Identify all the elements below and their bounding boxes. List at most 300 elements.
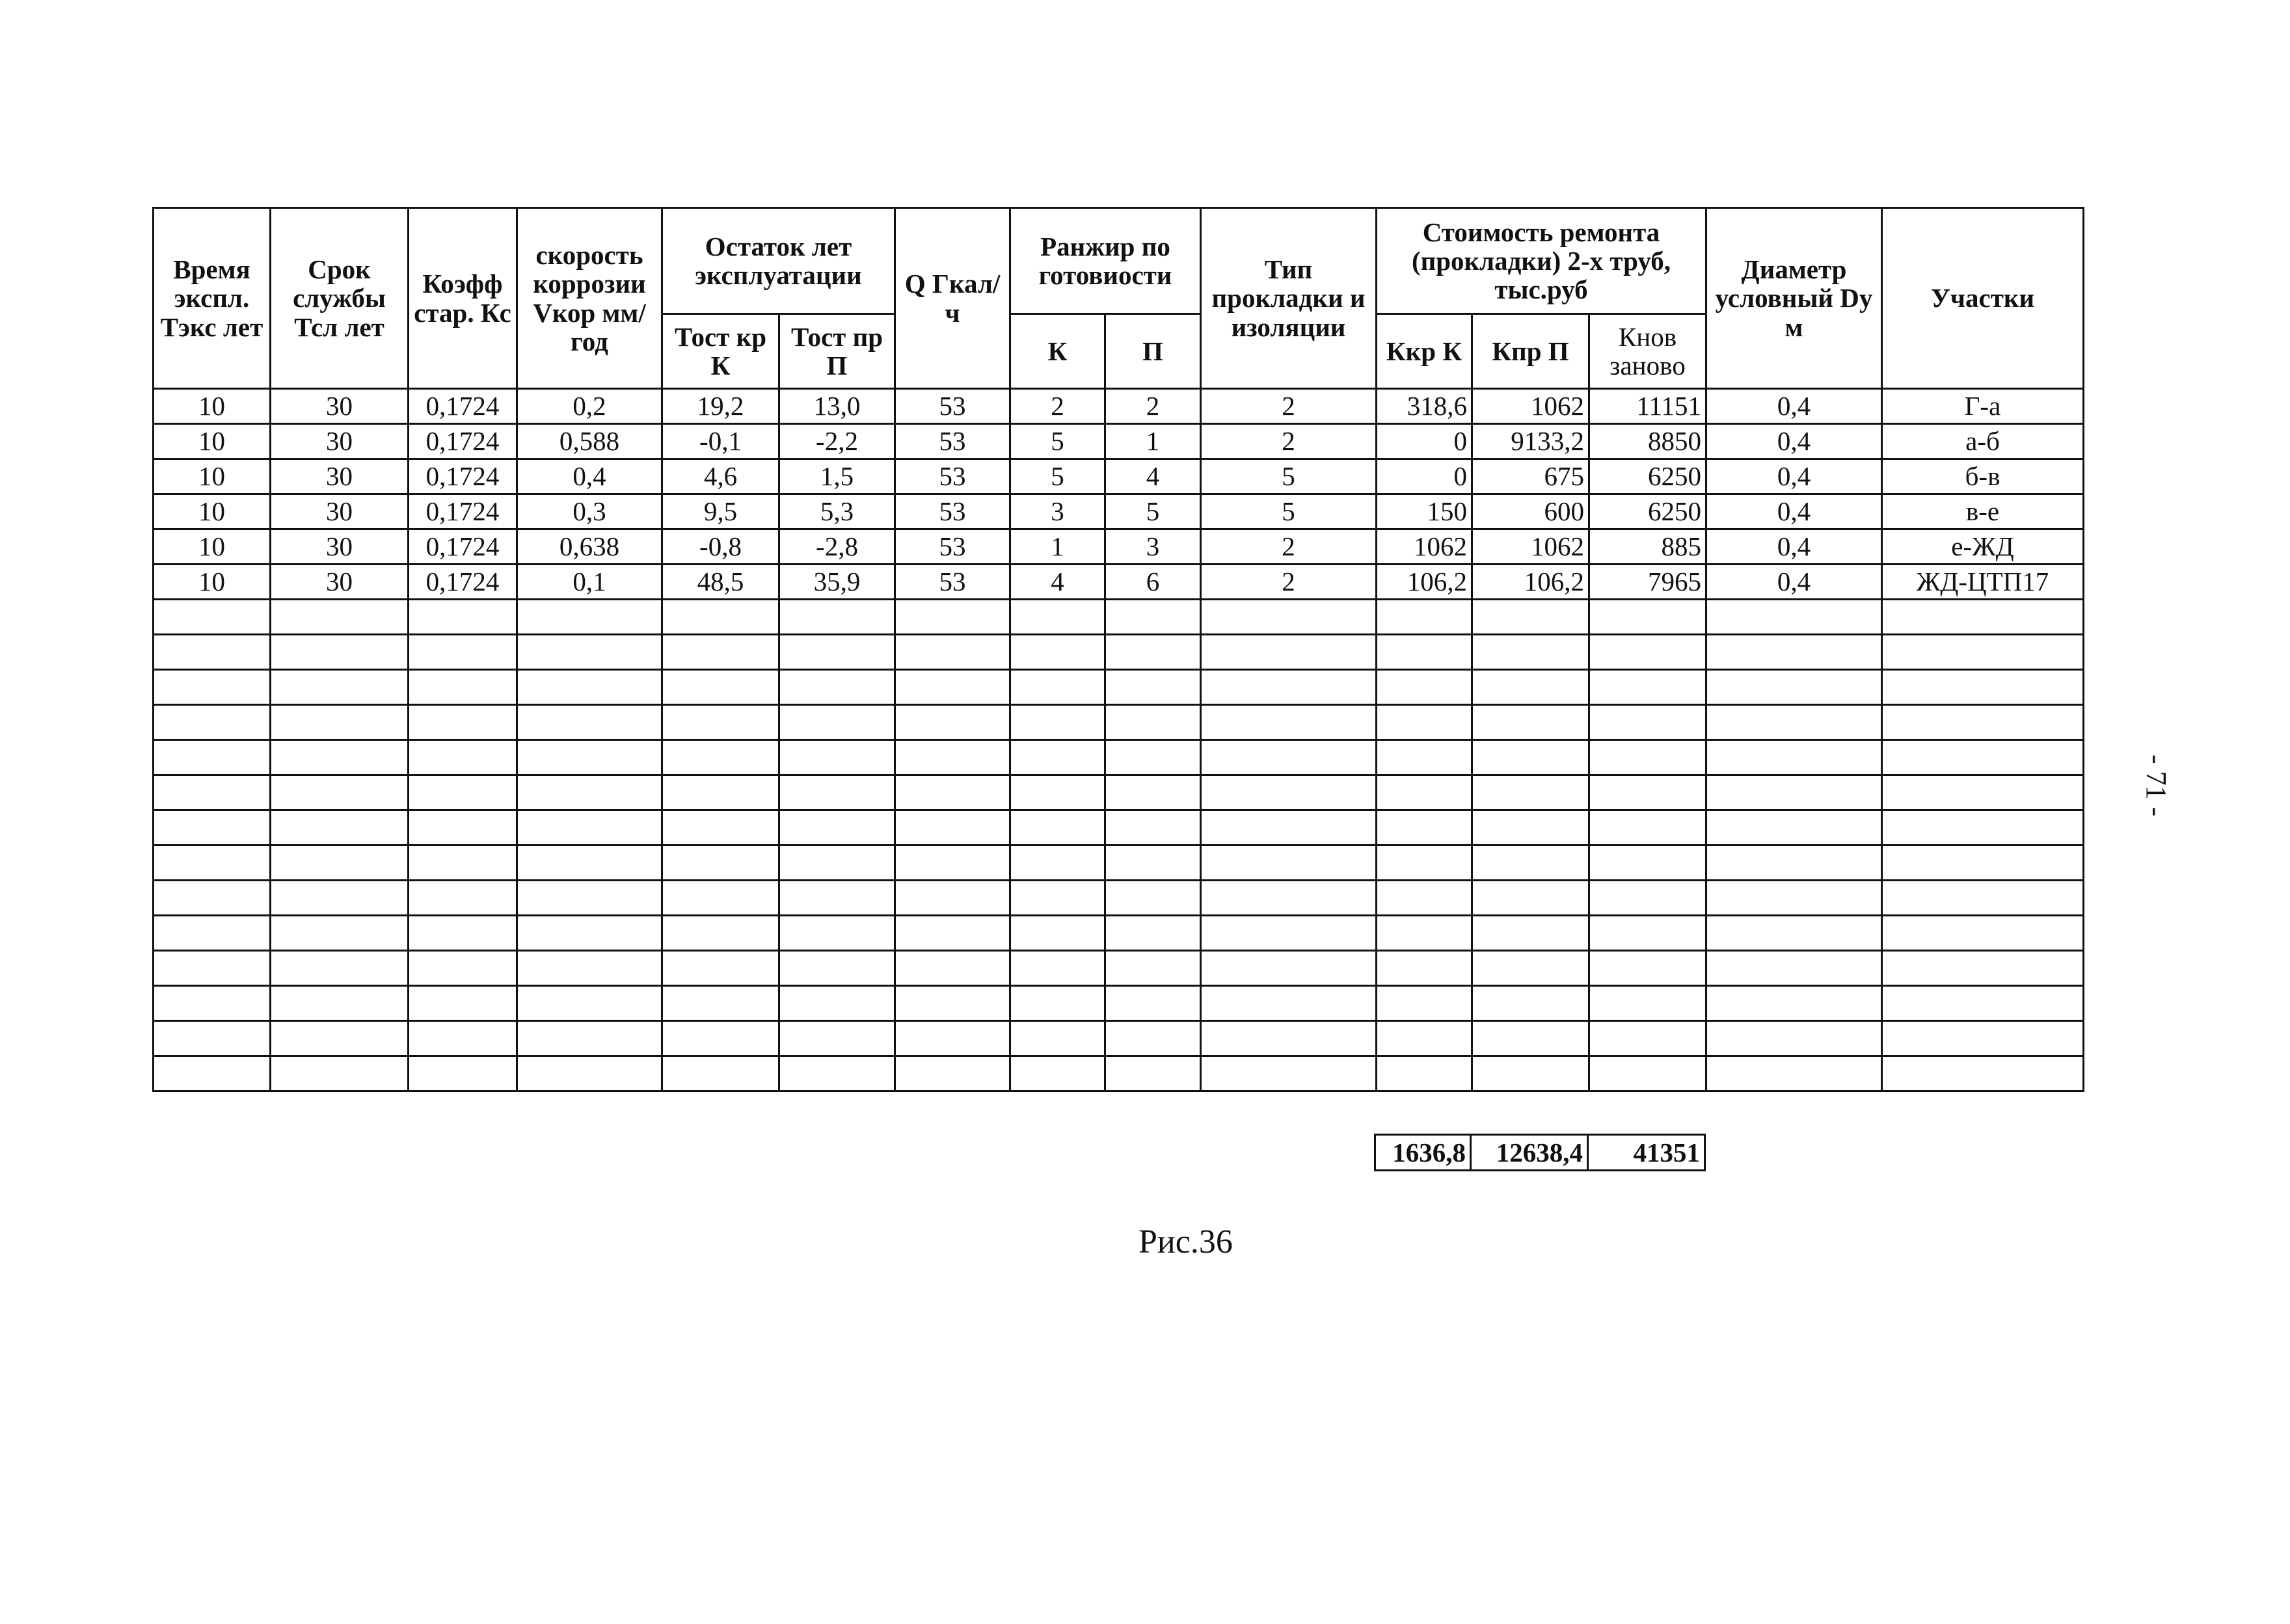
empty-cell: [779, 916, 895, 951]
cell-diameter: 0,4: [1706, 565, 1882, 600]
cell-diameter: 0,4: [1706, 494, 1882, 529]
cell-section: в-е: [1882, 494, 2084, 529]
empty-cell: [271, 881, 409, 916]
cell-cost-k: 1062: [1377, 529, 1472, 565]
empty-cell: [779, 1021, 895, 1056]
empty-cell: [271, 845, 409, 881]
empty-cell: [1589, 845, 1706, 881]
empty-cell: [1706, 951, 1882, 986]
empty-cell: [895, 740, 1010, 775]
cell-cost-p: 9133,2: [1472, 424, 1589, 459]
empty-cell: [1105, 986, 1201, 1021]
empty-cell: [517, 740, 662, 775]
empty-cell: [409, 951, 517, 986]
empty-cell: [1010, 600, 1105, 635]
empty-cell: [1201, 705, 1377, 740]
empty-cell: [1472, 1056, 1589, 1091]
empty-cell: [662, 916, 779, 951]
empty-cell: [779, 1056, 895, 1091]
cell-service-life: 30: [271, 565, 409, 600]
empty-cell: [409, 845, 517, 881]
empty-cell: [409, 670, 517, 705]
empty-cell: [895, 810, 1010, 845]
cell-section: б-в: [1882, 459, 2084, 494]
empty-cell: [1201, 916, 1377, 951]
empty-cell: [154, 740, 271, 775]
cell-remain-p: 1,5: [779, 459, 895, 494]
cell-q: 53: [895, 565, 1010, 600]
empty-cell: [1377, 740, 1472, 775]
cell-laying-type: 5: [1201, 459, 1377, 494]
empty-cell: [271, 810, 409, 845]
empty-cell: [779, 810, 895, 845]
empty-cell: [154, 810, 271, 845]
table-row: [154, 459, 2084, 494]
empty-cell: [1010, 670, 1105, 705]
cell-q: 53: [895, 459, 1010, 494]
empty-cell: [1377, 916, 1472, 951]
cell-corrosion-rate: 0,1: [517, 565, 662, 600]
empty-cell: [1010, 740, 1105, 775]
empty-cell: [517, 986, 662, 1021]
empty-cell: [1882, 845, 2084, 881]
empty-cell: [154, 881, 271, 916]
empty-cell: [271, 670, 409, 705]
empty-cell: [271, 775, 409, 810]
empty-cell: [1589, 740, 1706, 775]
empty-cell: [271, 1021, 409, 1056]
empty-cell: [1201, 986, 1377, 1021]
empty-cell: [409, 986, 517, 1021]
cell-aging-coef: 0,1724: [409, 389, 517, 424]
cell-service-life: 30: [271, 529, 409, 565]
empty-cell: [517, 775, 662, 810]
empty-row: [154, 881, 2084, 916]
empty-cell: [409, 635, 517, 670]
empty-cell: [1377, 600, 1472, 635]
total-cost-p: 12638,4: [1471, 1135, 1588, 1171]
empty-cell: [271, 600, 409, 635]
page-number: - 71 -: [2140, 754, 2172, 817]
table-row: [154, 389, 2084, 424]
empty-cell: [154, 1021, 271, 1056]
empty-cell: [1201, 951, 1377, 986]
empty-cell: [779, 635, 895, 670]
figure-caption: Рис.36: [1138, 1223, 1233, 1260]
empty-cell: [895, 635, 1010, 670]
empty-cell: [409, 881, 517, 916]
empty-cell: [1010, 1021, 1105, 1056]
cell-laying-type: 5: [1201, 494, 1377, 529]
cell-rank-p: 1: [1105, 424, 1201, 459]
empty-cell: [895, 845, 1010, 881]
empty-cell: [1882, 951, 2084, 986]
empty-cell: [1706, 670, 1882, 705]
empty-cell: [1882, 705, 2084, 740]
empty-cell: [662, 810, 779, 845]
empty-cell: [1589, 810, 1706, 845]
cell-remain-k: 4,6: [662, 459, 779, 494]
empty-cell: [1472, 740, 1589, 775]
empty-cell: [1377, 670, 1472, 705]
empty-cell: [895, 705, 1010, 740]
header-rank-k: К: [1010, 314, 1105, 389]
empty-cell: [1706, 845, 1882, 881]
cell-cost-new: 6250: [1589, 494, 1706, 529]
cell-remain-k: 9,5: [662, 494, 779, 529]
empty-cell: [662, 740, 779, 775]
empty-cell: [1472, 670, 1589, 705]
empty-cell: [1472, 845, 1589, 881]
header-remain-p: Тост пр П: [779, 314, 895, 389]
cell-cost-k: 0: [1377, 459, 1472, 494]
empty-cell: [1706, 705, 1882, 740]
header-laying-type: Тип прокладки и изоляции: [1201, 208, 1377, 389]
table-body: [154, 389, 2084, 1091]
empty-cell: [1882, 881, 2084, 916]
empty-cell: [1201, 600, 1377, 635]
empty-cell: [1105, 635, 1201, 670]
empty-cell: [1105, 881, 1201, 916]
cell-cost-new: 8850: [1589, 424, 1706, 459]
empty-cell: [779, 775, 895, 810]
empty-cell: [1201, 810, 1377, 845]
empty-cell: [1201, 881, 1377, 916]
cell-cost-new: 6250: [1589, 459, 1706, 494]
empty-cell: [154, 916, 271, 951]
header-remain-k: Тост кр К: [662, 314, 779, 389]
empty-cell: [1201, 635, 1377, 670]
empty-cell: [409, 740, 517, 775]
empty-cell: [662, 1021, 779, 1056]
cell-aging-coef: 0,1724: [409, 459, 517, 494]
empty-cell: [271, 916, 409, 951]
cell-time: 10: [154, 424, 271, 459]
empty-cell: [1377, 810, 1472, 845]
empty-cell: [1010, 951, 1105, 986]
cell-rank-p: 5: [1105, 494, 1201, 529]
empty-cell: [1105, 845, 1201, 881]
empty-cell: [1472, 881, 1589, 916]
empty-cell: [517, 1021, 662, 1056]
empty-cell: [1105, 916, 1201, 951]
empty-cell: [409, 916, 517, 951]
cell-aging-coef: 0,1724: [409, 424, 517, 459]
empty-cell: [895, 986, 1010, 1021]
totals-row: [1374, 1134, 1706, 1171]
cell-q: 53: [895, 494, 1010, 529]
cell-corrosion-rate: 0,4: [517, 459, 662, 494]
empty-cell: [895, 600, 1010, 635]
cell-corrosion-rate: 0,588: [517, 424, 662, 459]
empty-cell: [895, 916, 1010, 951]
header-sections: Участки: [1882, 208, 2084, 389]
empty-cell: [1882, 1021, 2084, 1056]
header-aging-coef: Коэфф стар. Кс: [409, 208, 517, 389]
empty-cell: [1105, 810, 1201, 845]
empty-cell: [1201, 670, 1377, 705]
empty-cell: [779, 705, 895, 740]
cell-cost-p: 106,2: [1472, 565, 1589, 600]
empty-cell: [895, 951, 1010, 986]
cell-remain-k: -0,1: [662, 424, 779, 459]
cell-diameter: 0,4: [1706, 459, 1882, 494]
empty-cell: [1010, 1056, 1105, 1091]
cell-laying-type: 2: [1201, 565, 1377, 600]
empty-cell: [1472, 600, 1589, 635]
empty-row: [154, 916, 2084, 951]
cell-q: 53: [895, 424, 1010, 459]
cell-cost-p: 675: [1472, 459, 1589, 494]
cell-time: 10: [154, 494, 271, 529]
empty-cell: [1706, 1021, 1882, 1056]
empty-cell: [1105, 1021, 1201, 1056]
empty-cell: [271, 951, 409, 986]
empty-cell: [1010, 916, 1105, 951]
empty-cell: [779, 740, 895, 775]
empty-cell: [1010, 705, 1105, 740]
empty-cell: [1589, 916, 1706, 951]
empty-row: [154, 845, 2084, 881]
empty-cell: [1882, 740, 2084, 775]
empty-row: [154, 986, 2084, 1021]
empty-cell: [1589, 670, 1706, 705]
empty-row: [154, 951, 2084, 986]
header-remaining-years: Остаток лет эксплуатации: [662, 208, 895, 314]
cell-remain-p: 35,9: [779, 565, 895, 600]
empty-row: [154, 1021, 2084, 1056]
cell-section: ЖД-ЦТП17: [1882, 565, 2084, 600]
table-row: [154, 424, 2084, 459]
empty-cell: [1706, 600, 1882, 635]
cell-rank-k: 5: [1010, 459, 1105, 494]
empty-cell: [517, 635, 662, 670]
empty-cell: [1706, 775, 1882, 810]
cell-diameter: 0,4: [1706, 424, 1882, 459]
empty-cell: [1472, 810, 1589, 845]
empty-cell: [271, 635, 409, 670]
empty-cell: [1472, 1021, 1589, 1056]
empty-cell: [662, 986, 779, 1021]
empty-cell: [1706, 916, 1882, 951]
empty-cell: [1105, 670, 1201, 705]
empty-cell: [271, 1056, 409, 1091]
empty-cell: [1010, 635, 1105, 670]
empty-cell: [1201, 740, 1377, 775]
empty-cell: [1472, 705, 1589, 740]
cell-remain-p: -2,2: [779, 424, 895, 459]
cell-cost-p: 1062: [1472, 389, 1589, 424]
cell-service-life: 30: [271, 389, 409, 424]
cell-corrosion-rate: 0,638: [517, 529, 662, 565]
empty-cell: [1201, 1021, 1377, 1056]
cell-rank-p: 2: [1105, 389, 1201, 424]
empty-cell: [154, 705, 271, 740]
cell-cost-new: 7965: [1589, 565, 1706, 600]
empty-cell: [1377, 845, 1472, 881]
cell-service-life: 30: [271, 459, 409, 494]
empty-row: [154, 705, 2084, 740]
cell-rank-p: 4: [1105, 459, 1201, 494]
cell-service-life: 30: [271, 494, 409, 529]
empty-cell: [1105, 775, 1201, 810]
total-cost-k: 1636,8: [1375, 1135, 1471, 1171]
empty-cell: [1882, 635, 2084, 670]
empty-cell: [517, 916, 662, 951]
empty-cell: [517, 845, 662, 881]
empty-cell: [409, 775, 517, 810]
cell-aging-coef: 0,1724: [409, 494, 517, 529]
empty-cell: [154, 845, 271, 881]
empty-cell: [517, 810, 662, 845]
empty-cell: [154, 1056, 271, 1091]
cell-cost-k: 318,6: [1377, 389, 1472, 424]
empty-cell: [1706, 881, 1882, 916]
cell-rank-k: 3: [1010, 494, 1105, 529]
header-repair-cost: Стоимость ремонта (прокладки) 2-х труб, тыс.руб: [1377, 208, 1706, 314]
empty-cell: [517, 1056, 662, 1091]
empty-cell: [409, 810, 517, 845]
empty-cell: [154, 775, 271, 810]
empty-cell: [517, 600, 662, 635]
empty-cell: [1589, 986, 1706, 1021]
cell-section: Г-а: [1882, 389, 2084, 424]
empty-cell: [1201, 775, 1377, 810]
empty-cell: [409, 705, 517, 740]
empty-cell: [409, 1021, 517, 1056]
empty-cell: [1706, 810, 1882, 845]
empty-cell: [154, 635, 271, 670]
empty-cell: [1201, 845, 1377, 881]
empty-cell: [517, 881, 662, 916]
empty-cell: [662, 775, 779, 810]
empty-cell: [662, 881, 779, 916]
empty-cell: [1882, 670, 2084, 705]
empty-cell: [1377, 881, 1472, 916]
header-rank-p: П: [1105, 314, 1201, 389]
cell-laying-type: 2: [1201, 424, 1377, 459]
empty-cell: [154, 951, 271, 986]
empty-cell: [271, 705, 409, 740]
empty-cell: [779, 670, 895, 705]
cell-service-life: 30: [271, 424, 409, 459]
empty-cell: [517, 951, 662, 986]
header-cost-new: Кнов заново: [1589, 314, 1706, 389]
empty-cell: [409, 600, 517, 635]
cell-remain-k: -0,8: [662, 529, 779, 565]
table-row: [154, 494, 2084, 529]
empty-cell: [1010, 881, 1105, 916]
empty-cell: [1105, 740, 1201, 775]
empty-cell: [1882, 600, 2084, 635]
empty-row: [154, 1056, 2084, 1091]
cell-remain-p: -2,8: [779, 529, 895, 565]
cell-time: 10: [154, 459, 271, 494]
empty-cell: [662, 635, 779, 670]
cell-q: 53: [895, 389, 1010, 424]
empty-cell: [895, 1056, 1010, 1091]
empty-cell: [1377, 775, 1472, 810]
cell-rank-k: 5: [1010, 424, 1105, 459]
empty-cell: [662, 845, 779, 881]
repair-cost-table: [152, 207, 2084, 1092]
empty-cell: [1201, 1056, 1377, 1091]
empty-cell: [895, 775, 1010, 810]
empty-cell: [154, 986, 271, 1021]
empty-cell: [154, 670, 271, 705]
empty-cell: [1010, 845, 1105, 881]
cell-time: 10: [154, 389, 271, 424]
empty-cell: [1706, 635, 1882, 670]
empty-cell: [895, 670, 1010, 705]
header-diameter: Диаметр условный Dу м: [1706, 208, 1882, 389]
empty-cell: [1472, 986, 1589, 1021]
empty-cell: [1882, 810, 2084, 845]
empty-cell: [154, 600, 271, 635]
empty-cell: [1105, 705, 1201, 740]
empty-cell: [1706, 1056, 1882, 1091]
empty-cell: [662, 670, 779, 705]
empty-cell: [409, 1056, 517, 1091]
empty-row: [154, 810, 2084, 845]
cell-corrosion-rate: 0,2: [517, 389, 662, 424]
empty-cell: [779, 986, 895, 1021]
empty-cell: [662, 951, 779, 986]
cell-cost-k: 0: [1377, 424, 1472, 459]
cell-cost-new: 11151: [1589, 389, 1706, 424]
empty-cell: [1589, 881, 1706, 916]
empty-cell: [1706, 740, 1882, 775]
cell-section: а-б: [1882, 424, 2084, 459]
empty-cell: [779, 881, 895, 916]
empty-cell: [1377, 986, 1472, 1021]
cell-remain-k: 19,2: [662, 389, 779, 424]
cell-time: 10: [154, 529, 271, 565]
cell-cost-new: 885: [1589, 529, 1706, 565]
empty-cell: [271, 740, 409, 775]
empty-cell: [517, 705, 662, 740]
empty-row: [154, 600, 2084, 635]
empty-cell: [1105, 600, 1201, 635]
empty-cell: [662, 600, 779, 635]
empty-cell: [1589, 1056, 1706, 1091]
table-row: [154, 529, 2084, 565]
cell-cost-p: 600: [1472, 494, 1589, 529]
cell-laying-type: 2: [1201, 389, 1377, 424]
cell-rank-p: 3: [1105, 529, 1201, 565]
cell-cost-p: 1062: [1472, 529, 1589, 565]
empty-cell: [1377, 1056, 1472, 1091]
total-cost-new: 41351: [1588, 1135, 1705, 1171]
empty-cell: [1472, 916, 1589, 951]
empty-cell: [1589, 635, 1706, 670]
empty-cell: [1377, 635, 1472, 670]
empty-cell: [271, 986, 409, 1021]
empty-cell: [1010, 775, 1105, 810]
empty-cell: [662, 1056, 779, 1091]
cell-diameter: 0,4: [1706, 529, 1882, 565]
header-service-life: Срок службы Тсл лет: [271, 208, 409, 389]
table-row: [154, 565, 2084, 600]
cell-remain-p: 13,0: [779, 389, 895, 424]
empty-cell: [895, 1021, 1010, 1056]
cell-cost-k: 106,2: [1377, 565, 1472, 600]
empty-cell: [1010, 810, 1105, 845]
empty-cell: [1882, 775, 2084, 810]
empty-cell: [779, 600, 895, 635]
empty-cell: [895, 881, 1010, 916]
header-cost-p: Кпр П: [1472, 314, 1589, 389]
